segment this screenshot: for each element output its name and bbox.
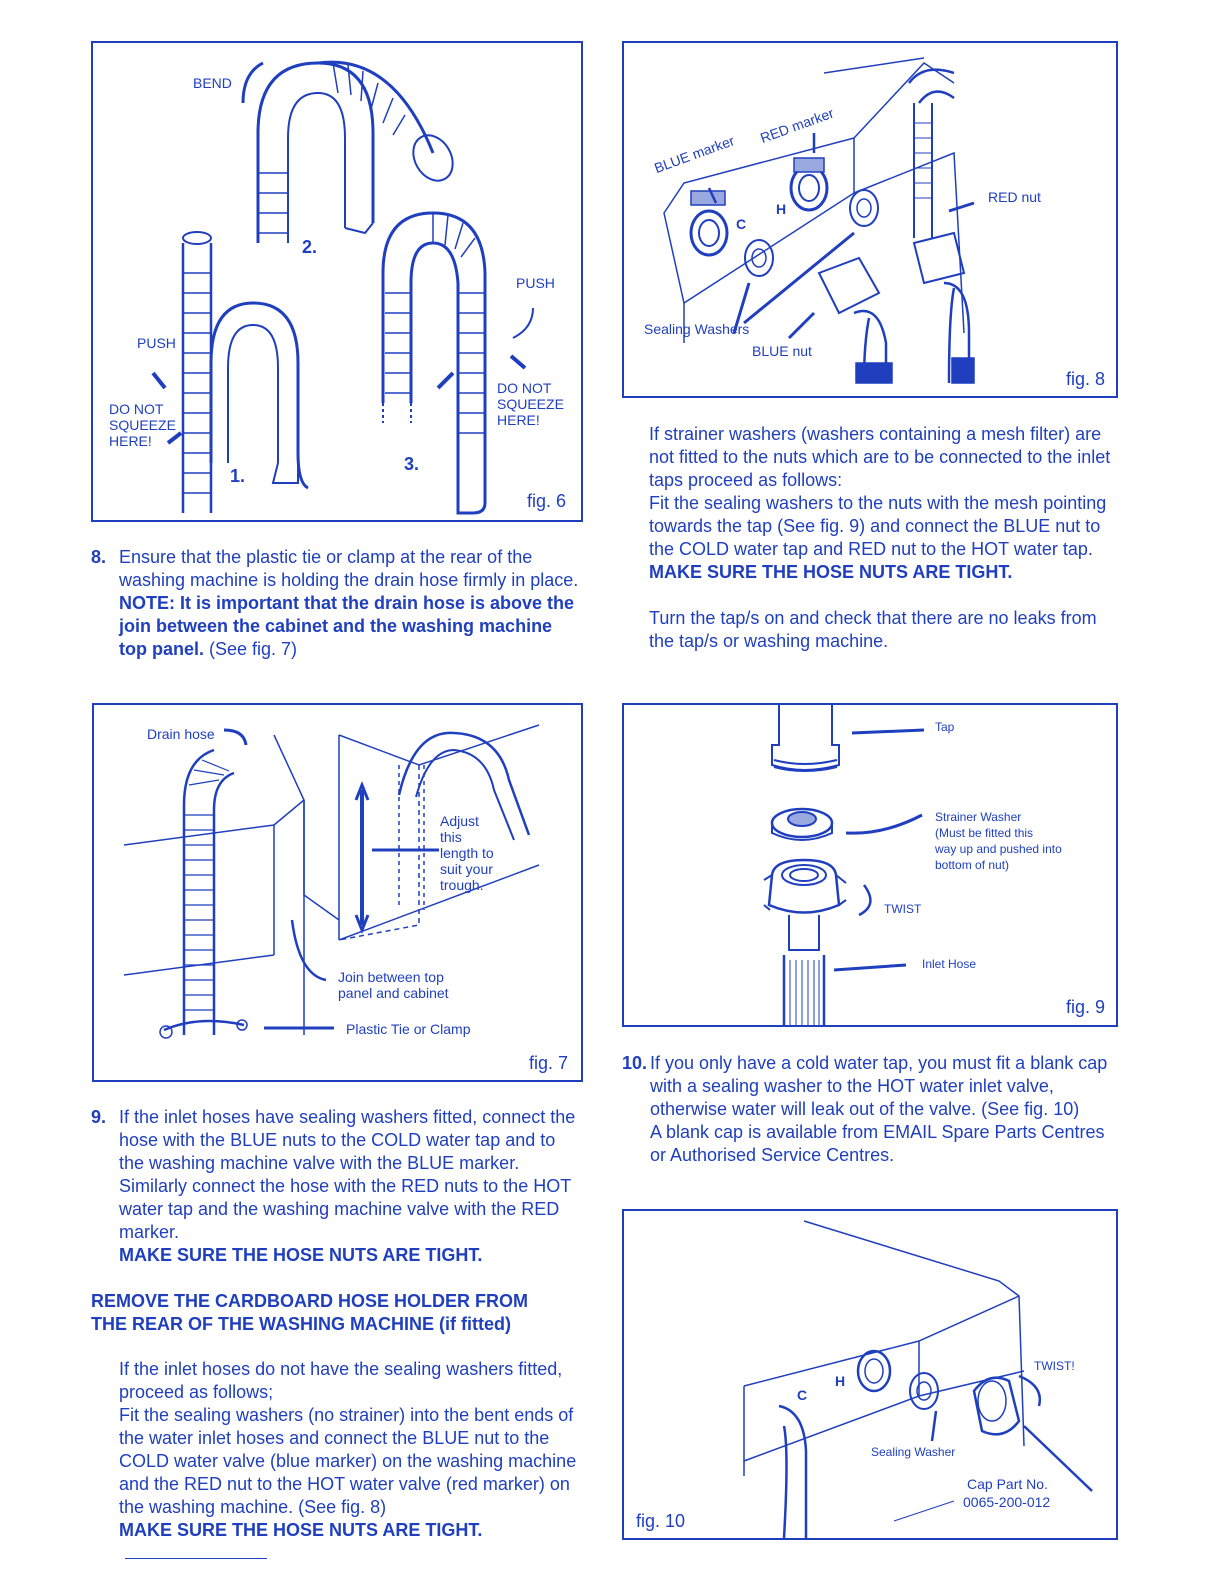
- blue-nut-label: BLUE nut: [752, 343, 812, 359]
- figure-6-label: fig. 6: [527, 491, 567, 511]
- strainer-line2: Fit the sealing washers to the nuts with the mesh pointing towards the tap (See fig. 9) and connect the BLUE nut to the COLD water tap and RED nut to the HOT water tap.: [649, 493, 1107, 559]
- figure-9-label: fig. 9: [1066, 997, 1106, 1017]
- strainer-tight: MAKE SURE THE HOSE NUTS ARE TIGHT.: [649, 562, 1013, 582]
- adjust-line3: length to: [440, 845, 494, 861]
- strainer-line1-label: Strainer Washer: [935, 810, 1022, 824]
- no-squeeze-right-line1: DO NOT: [497, 380, 552, 396]
- adjust-line4: suit your: [440, 861, 493, 877]
- push-label-left: PUSH: [137, 335, 176, 351]
- drain-hose-label: Drain hose: [147, 726, 215, 742]
- step-1-marker: 1.: [230, 466, 246, 486]
- tap-label: Tap: [935, 720, 955, 734]
- no-washers-line2: Fit the sealing washers (no strainer) into the bent ends of the water inlet hoses and connect the BLUE nut to the COLD water valve (blue marker) on the washing machine and the RED nut to the HOT water valve (red marker) on the washing machine. (See fig. 8): [119, 1405, 577, 1517]
- valve-c-label: C: [736, 216, 747, 232]
- step-10-body2: A blank cap is available from EMAIL Spare Parts Centres or Authorised Service Centres.: [650, 1122, 1105, 1165]
- figure-10-label: fig. 10: [636, 1511, 686, 1531]
- no-washers-line1: If the inlet hoses do not have the sealing washers fitted, proceed as follows;: [119, 1359, 563, 1402]
- strainer-line1: If strainer washers (washers containing a mesh filter) are not fitted to the nuts which are to be connected to the inlet taps proceed as follows:: [649, 424, 1111, 490]
- no-washers-text: [119, 1358, 589, 1542]
- strainer-line4-label: bottom of nut): [935, 858, 1010, 872]
- plastic-tie-label: Plastic Tie or Clamp: [346, 1021, 471, 1037]
- adjust-line5: trough.: [440, 877, 484, 893]
- figure-7-label: fig. 7: [529, 1053, 569, 1073]
- no-squeeze-left-line2: SQUEEZE: [109, 417, 176, 433]
- valve-c-label-10: C: [797, 1387, 808, 1403]
- strainer-line3-label: way up and pushed into: [935, 842, 1062, 856]
- step-2-marker: 2.: [302, 237, 318, 257]
- valve-h-label-10: H: [835, 1373, 846, 1389]
- join-line2: panel and cabinet: [338, 985, 449, 1001]
- remove-heading-line1: REMOVE THE CARDBOARD HOSE HOLDER FROM: [91, 1291, 529, 1311]
- no-washers-tight: MAKE SURE THE HOSE NUTS ARE TIGHT.: [119, 1520, 483, 1540]
- figure-8-label: fig. 8: [1066, 369, 1106, 389]
- sealing-washers-label: Sealing Washers: [644, 321, 750, 337]
- drain-hose-hook-illustration: [93, 43, 581, 520]
- red-marker-label: RED marker: [758, 104, 836, 147]
- no-squeeze-right-line2: SQUEEZE: [497, 396, 564, 412]
- figure-6: [91, 41, 583, 522]
- inlet-valves-illustration: [624, 43, 1116, 396]
- bend-label: BEND: [193, 75, 232, 91]
- footer-rule: [125, 1558, 267, 1559]
- no-squeeze-right-line3: HERE!: [497, 412, 540, 428]
- figure-8: [622, 41, 1118, 398]
- no-squeeze-left-line1: DO NOT: [109, 401, 164, 417]
- adjust-line1: Adjust: [440, 813, 479, 829]
- step-9-body: If the inlet hoses have sealing washers fitted, connect the hose with the BLUE nuts to the COLD water tap and to the washing machine valve with the BLUE marker. Similarly connect the hose with the RED nuts to the HOT water tap and the washing machine valve with the RED marker.: [119, 1107, 576, 1242]
- strainer-line3: Turn the tap/s on and check that there are no leaks from the tap/s or washing machine.: [649, 608, 1097, 651]
- step-10-text: [650, 1052, 1118, 1167]
- red-nut-label: RED nut: [988, 189, 1041, 205]
- twist-label-10: TWIST!: [1034, 1359, 1075, 1373]
- push-label-right: PUSH: [516, 275, 555, 291]
- step-8-number: 8.: [91, 547, 107, 567]
- step-8-note: NOTE: It is important that the drain hose is above the join between the cabinet and the washing machine top panel.: [119, 593, 575, 659]
- step-9-tight: MAKE SURE THE HOSE NUTS ARE TIGHT.: [119, 1245, 483, 1265]
- adjust-line2: this: [440, 829, 462, 845]
- strainer-text: [649, 423, 1119, 653]
- figure-10: [622, 1209, 1118, 1540]
- no-squeeze-left-line3: HERE!: [109, 433, 152, 449]
- drain-hose-height-illustration: [94, 705, 581, 1080]
- strainer-washer-illustration: [624, 705, 1116, 1025]
- step-3-marker: 3.: [404, 454, 420, 474]
- step-8-body: Ensure that the plastic tie or clamp at the rear of the washing machine is holding the drain hose firmly in place.: [119, 547, 579, 590]
- figure-7: [92, 703, 583, 1082]
- step-9-text: [119, 1106, 584, 1267]
- step-9-number: 9.: [91, 1107, 107, 1127]
- twist-label: TWIST: [884, 902, 922, 916]
- join-line1: Join between top: [338, 969, 444, 985]
- sealing-washer-label: Sealing Washer: [871, 1445, 956, 1459]
- remove-heading: [91, 1290, 591, 1336]
- inlet-hose-label: Inlet Hose: [922, 957, 977, 971]
- valve-h-label: H: [776, 201, 787, 217]
- strainer-line2-label: (Must be fitted this: [935, 826, 1034, 840]
- step-10-body: If you only have a cold water tap, you must fit a blank cap with a sealing washer to the HOT water inlet valve, otherwise water will leak out of the valve. (See fig. 10): [650, 1053, 1108, 1119]
- step-8-text: [119, 546, 579, 661]
- step-8-note-ref: (See fig. 7): [209, 639, 298, 659]
- cap-part-number: 0065-200-012: [963, 1494, 1051, 1510]
- step-10-number: 10.: [622, 1053, 648, 1073]
- figure-9: [622, 703, 1118, 1027]
- remove-heading-line2: THE REAR OF THE WASHING MACHINE (if fitted): [91, 1314, 511, 1334]
- cap-part-label: Cap Part No.: [967, 1476, 1048, 1492]
- blue-marker-label: BLUE marker: [652, 132, 737, 177]
